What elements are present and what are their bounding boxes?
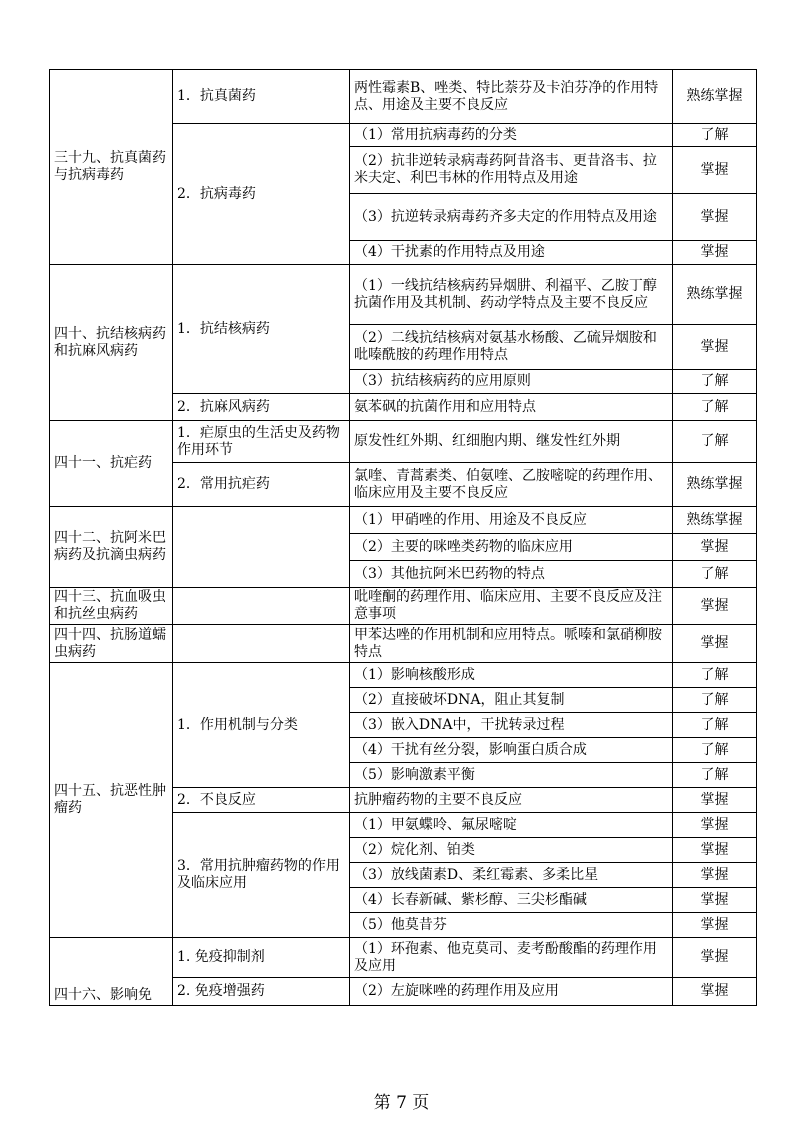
level-cell: 熟练掌握 <box>673 265 757 325</box>
level-cell: 掌握 <box>673 938 757 978</box>
level-cell: 掌握 <box>673 325 757 370</box>
content-cell: 吡喹酮的药理作用、临床应用、主要不良反应及注意事项 <box>350 588 673 625</box>
unit-cell: 1．疟原虫的生活史及药物作用环节 <box>173 421 350 463</box>
content-cell: （1）甲氨蝶呤、氟尿嘧啶 <box>350 813 673 838</box>
level-cell: 了解 <box>673 663 757 688</box>
level-cell: 掌握 <box>673 241 757 265</box>
chapter-cell: 四十三、抗血吸虫和抗丝虫病药 <box>50 588 173 625</box>
chapter-cell: 三十九、抗真菌药与抗病毒药 <box>50 70 173 265</box>
content-cell: 原发性红外期、红细胞内期、继发性红外期 <box>350 421 673 463</box>
level-cell: 掌握 <box>673 913 757 938</box>
level-cell: 了解 <box>673 738 757 763</box>
level-cell: 掌握 <box>673 978 757 1006</box>
table-row <box>50 938 757 978</box>
level-cell: 了解 <box>673 394 757 421</box>
content-cell: （2）二线抗结核病对氨基水杨酸、乙硫异烟胺和吡嗪酰胺的药理作用特点 <box>350 325 673 370</box>
content-cell: （3）放线菌素D、柔红霉素、多柔比星 <box>350 863 673 888</box>
level-cell: 掌握 <box>673 147 757 194</box>
content-cell: 氨苯砜的抗菌作用和应用特点 <box>350 394 673 421</box>
content-cell: （5）影响激素平衡 <box>350 763 673 788</box>
level-cell: 掌握 <box>673 888 757 913</box>
unit-cell: 2．抗麻风病药 <box>173 394 350 421</box>
chapter-cell: 四十、抗结核病药和抗麻风病药 <box>50 265 173 421</box>
level-cell: 了解 <box>673 124 757 147</box>
unit-cell: 1．作用机制与分类 <box>173 663 350 788</box>
content-cell: （5）他莫昔芬 <box>350 913 673 938</box>
chapter-cell: 四十六、影响免 <box>50 938 173 1006</box>
level-cell: 熟练掌握 <box>673 507 757 534</box>
level-cell: 掌握 <box>673 788 757 813</box>
page-number: 第 7 页 <box>373 1093 430 1113</box>
content-cell: （2）抗非逆转录病毒药阿昔洛韦、更昔洛韦、拉米夫定、利巴韦林的作用特点及用途 <box>350 147 673 194</box>
unit-cell: 1. 免疫抑制剂 <box>173 938 350 978</box>
level-cell: 熟练掌握 <box>673 463 757 507</box>
content-cell: （4）干扰素的作用特点及用途 <box>350 241 673 265</box>
unit-cell <box>173 588 350 625</box>
content-cell: （1）影响核酸形成 <box>350 663 673 688</box>
content-cell: 两性霉素B、唑类、特比萘芬及卡泊芬净的作用特点、用途及主要不良反应 <box>350 70 673 124</box>
level-cell: 了解 <box>673 763 757 788</box>
level-cell: 掌握 <box>673 838 757 863</box>
chapter-cell: 四十二、抗阿米巴病药及抗滴虫病药 <box>50 507 173 588</box>
content-cell: （2）直接破坏DNA，阻止其复制 <box>350 688 673 713</box>
table-row <box>50 70 757 124</box>
content-cell: （1）常用抗病毒药的分类 <box>350 124 673 147</box>
table-row <box>50 265 757 325</box>
level-cell: 了解 <box>673 688 757 713</box>
table-row <box>50 507 757 534</box>
unit-cell: 1．抗真菌药 <box>173 70 350 124</box>
unit-cell: 3．常用抗肿瘤药物的作用及临床应用 <box>173 813 350 938</box>
content-cell: （3）抗结核病药的应用原则 <box>350 370 673 394</box>
level-cell: 掌握 <box>673 625 757 663</box>
content-cell: （4）干扰有丝分裂，影响蛋白质合成 <box>350 738 673 763</box>
level-cell: 了解 <box>673 713 757 738</box>
content-cell: 氯喹、青蒿素类、伯氨喹、乙胺嘧啶的药理作用、临床应用及主要不良反应 <box>350 463 673 507</box>
table-row <box>50 588 757 625</box>
content-cell: （4）长春新碱、紫杉醇、三尖杉酯碱 <box>350 888 673 913</box>
chapter-cell: 四十一、抗疟药 <box>50 421 173 507</box>
content-cell: （1）环孢素、他克莫司、麦考酚酸酯的药理作用及应用 <box>350 938 673 978</box>
content-cell: （3）嵌入DNA中，干扰转录过程 <box>350 713 673 738</box>
level-cell: 掌握 <box>673 588 757 625</box>
content-cell: 抗肿瘤药物的主要不良反应 <box>350 788 673 813</box>
content-cell: （2）左旋咪唑的药理作用及应用 <box>350 978 673 1006</box>
unit-cell: 2．不良反应 <box>173 788 350 813</box>
content-cell: （3）抗逆转录病毒药齐多夫定的作用特点及用途 <box>350 194 673 241</box>
content-cell: （2）烷化剂、铂类 <box>350 838 673 863</box>
level-cell: 了解 <box>673 561 757 588</box>
content-cell: 甲苯达唑的作用机制和应用特点。哌嗪和氯硝柳胺特点 <box>350 625 673 663</box>
unit-cell <box>173 625 350 663</box>
unit-cell: 1．抗结核病药 <box>173 265 350 394</box>
content-cell: （3）其他抗阿米巴药物的特点 <box>350 561 673 588</box>
unit-cell: 2．抗病毒药 <box>173 124 350 265</box>
table-row <box>50 625 757 663</box>
content-cell: （1）甲硝唑的作用、用途及不良反应 <box>350 507 673 534</box>
level-cell: 了解 <box>673 370 757 394</box>
content-cell: （1）一线抗结核病药异烟肼、利福平、乙胺丁醇抗菌作用及其机制、药动学特点及主要不良反应 <box>350 265 673 325</box>
syllabus-table <box>49 69 757 1006</box>
level-cell: 熟练掌握 <box>673 70 757 124</box>
level-cell: 掌握 <box>673 534 757 561</box>
chapter-cell: 四十四、抗肠道蠕虫病药 <box>50 625 173 663</box>
unit-cell: 2. 免疫增强药 <box>173 978 350 1006</box>
table-row <box>50 663 757 688</box>
level-cell: 掌握 <box>673 863 757 888</box>
level-cell: 掌握 <box>673 813 757 838</box>
unit-cell <box>173 507 350 588</box>
unit-cell: 2．常用抗疟药 <box>173 463 350 507</box>
content-cell: （2）主要的咪唑类药物的临床应用 <box>350 534 673 561</box>
chapter-cell: 四十五、抗恶性肿瘤药 <box>50 663 173 938</box>
table-row <box>50 421 757 463</box>
level-cell: 了解 <box>673 421 757 463</box>
level-cell: 掌握 <box>673 194 757 241</box>
page-bottom-margin <box>0 1012 803 1134</box>
